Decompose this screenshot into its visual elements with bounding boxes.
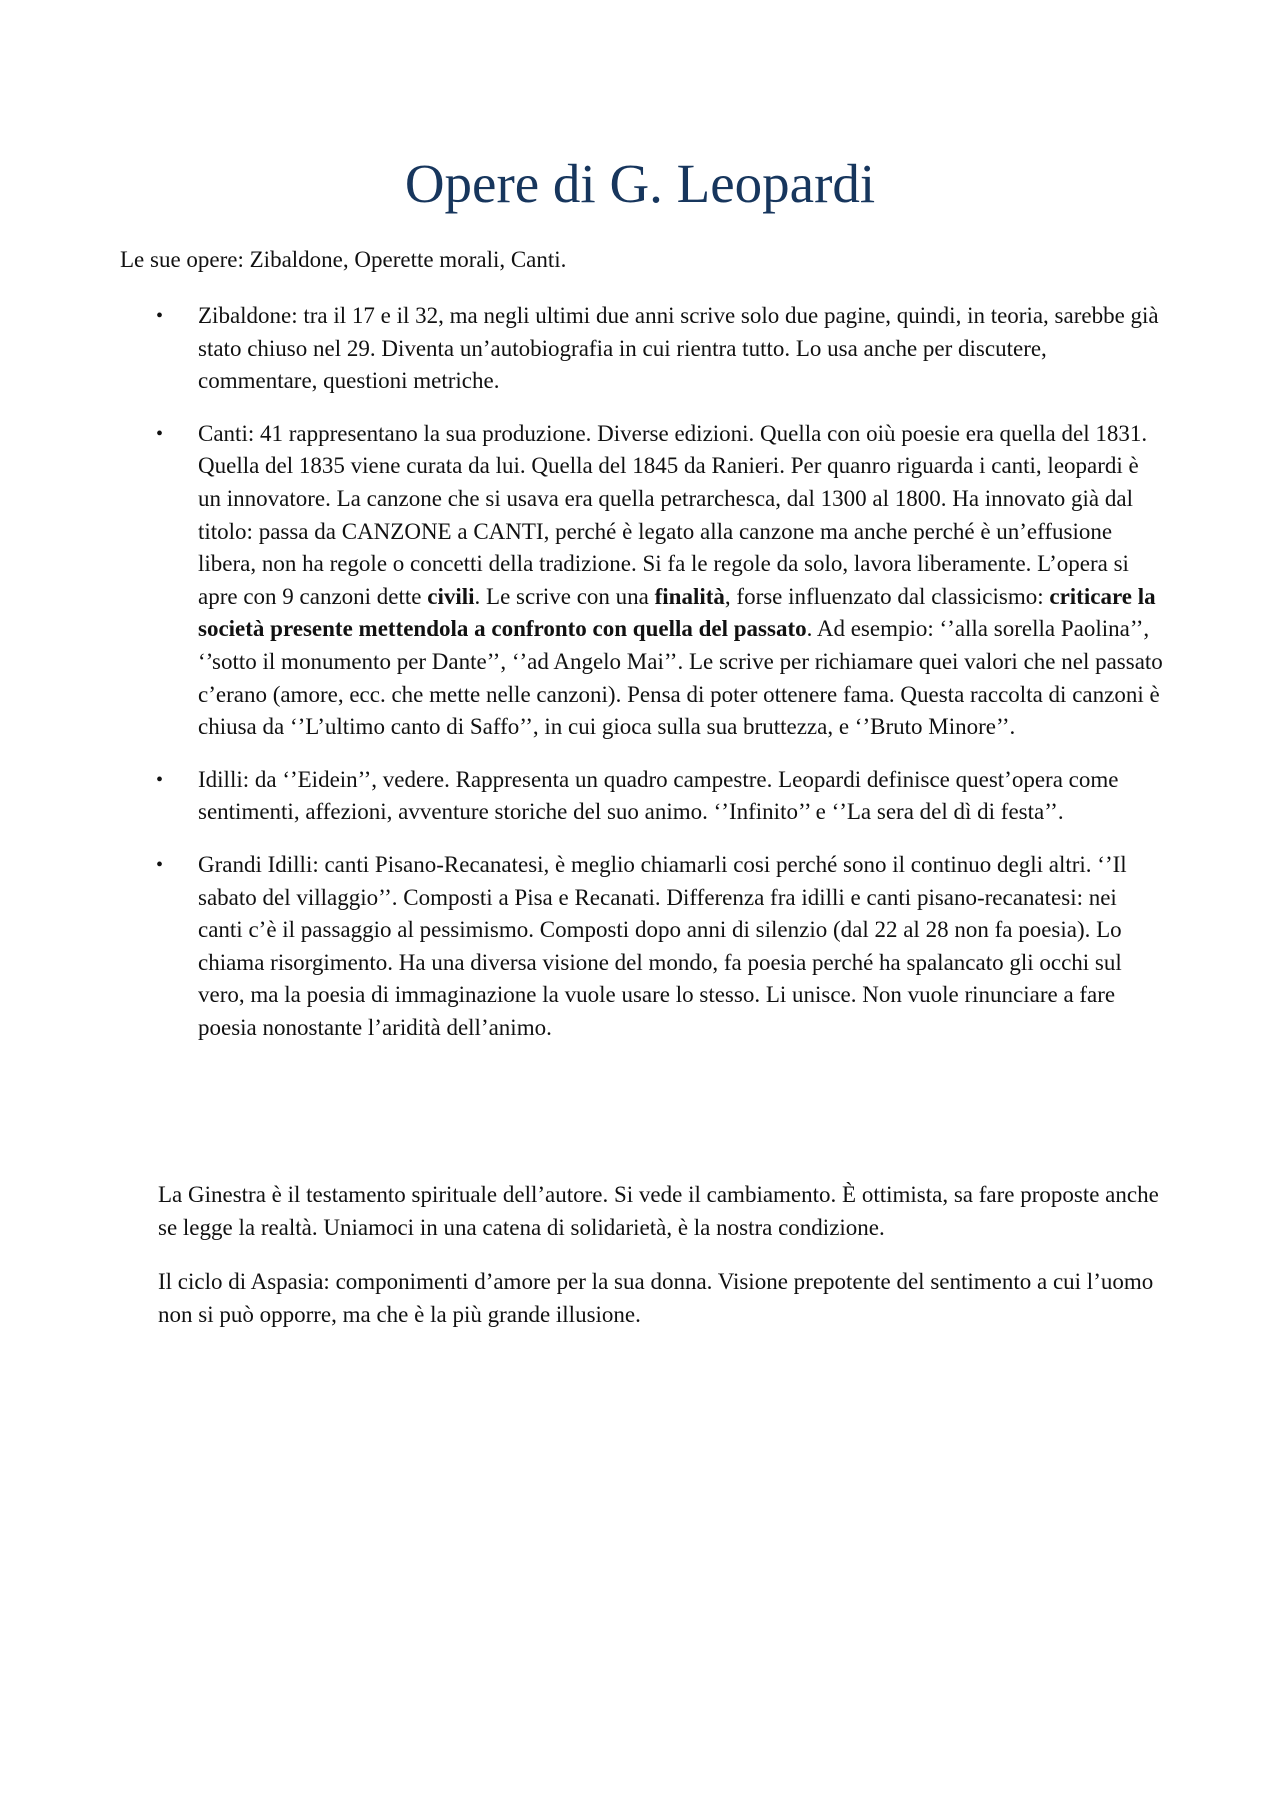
list-item-zibaldone [120,300,1165,398]
canti-bold-finalita: finalità [654,583,725,609]
aspasia-paragraph: Il ciclo di Aspasia: componimenti d’amore per la sua donna. Visione prepotente del sentimento a cui l’uomo non si può opporre, ma che è la più grande illusione. [158,1269,1154,1327]
idilli-text: Idilli: da ‘’Eidein’’, vedere. Rappresenta un quadro campestre. Leopardi definisce quest’opera come sentimenti, affezioni, avventure storiche del suo animo. ‘’Infinito’’ e ‘’La sera del dì di festa’’. [198,766,1119,825]
list-item-idilli [120,764,1165,829]
grandi-idilli-text: Grandi Idilli: canti Pisano-Recanatesi, è meglio chiamarli cosi perché sono il continuo degli altri. ‘’Il sabato del villaggio’’. Composti a Pisa e Recanati. Differenza fra idilli e canti pisano-recanatesi: nei canti c’è il passaggio al pessimismo. Composti dopo anni di silenzio (dal 22 al 28 non fa poesia). Lo chiama risorgimento. Ha una diversa visione del mondo, fa poesia perché ha spalancato gli occhi sul vero, ma la poesia di immaginazione la vuole usare lo stesso. Li unisce. Non vuole rinunciare a fare poesia nonostante l’aridità dell’animo. [198,851,1127,1040]
canti-text-part2: . Le scrive con una [474,583,655,609]
canti-text-part1: Canti: 41 rappresentano la sua produzione. Diverse edizioni. Quella con oiù poesie era quella del 1831. Quella del 1835 viene curata da lui. Quella del 1845 da Ranieri. Per quanro riguarda i canti, leopardi è un innovatore. La canzone che si usava era quella petrarchesca, dal 1300 al 1800. Ha innovato già dal titolo: passa da CANZONE a CANTI, perché è legato alla canzone ma anche perché è un’effusione libera, non ha regole o concetti della tradizione. Si fa le regole da solo, lavora liberamente. L’opera si apre con 9 canzoni dette [198,420,1148,609]
bullet-icon: • [156,853,164,876]
bullet-icon: • [156,422,164,445]
canti-text-part3: , forse influenzato dal classicismo: [724,583,1050,609]
intro-paragraph: Le sue opere: Zibaldone, Operette morali, Canti. [120,247,567,272]
works-list [120,300,1165,1064]
canti-text [198,418,1165,744]
zibaldone-text: Zibaldone: tra il 17 e il 32, ma negli ultimi due anni scrive solo due pagine, quindi, in teoria, sarebbe già stato chiuso nel 29. Diventa un’autobiografia in cui rientra tutto. Lo usa anche per discutere, commentare, questioni metriche. [198,303,1159,394]
canti-text-part4: . Ad esempio: ‘’alla sorella Paolina’’, ‘’sotto il monumento per Dante’’, ‘’ad Angelo Mai’’. Le scrive per richiamare quei valori che nel passato c’erano (amore, ecc. che mette nelle canzoni). Pensa di poter ottenere fama. Questa raccolta di canzoni è chiusa da ‘’L’ultimo canto di Saffo’’, in cui gioca sulla sua bruttezza, e ‘’Bruto Minore’’. [198,616,1163,740]
page-title: Opere di G. Leopardi [404,153,876,214]
bullet-icon: • [156,768,164,791]
canti-bold-criticare: criticare la società presente mettendola a confronto con quella del passato [198,583,1156,642]
ginestra-paragraph: La Ginestra è il testamento spirituale dell’autore. Si vede il cambiamento. È ottimista, sa fare proposte anche se legge la realtà. Uniamoci in una catena di solidarietà, è la nostra condizione. [158,1182,1159,1240]
list-item-grandi-idilli [120,849,1165,1045]
bullet-icon: • [156,305,164,327]
canti-bold-civili: civili [427,583,475,609]
list-item-canti [120,418,1165,744]
